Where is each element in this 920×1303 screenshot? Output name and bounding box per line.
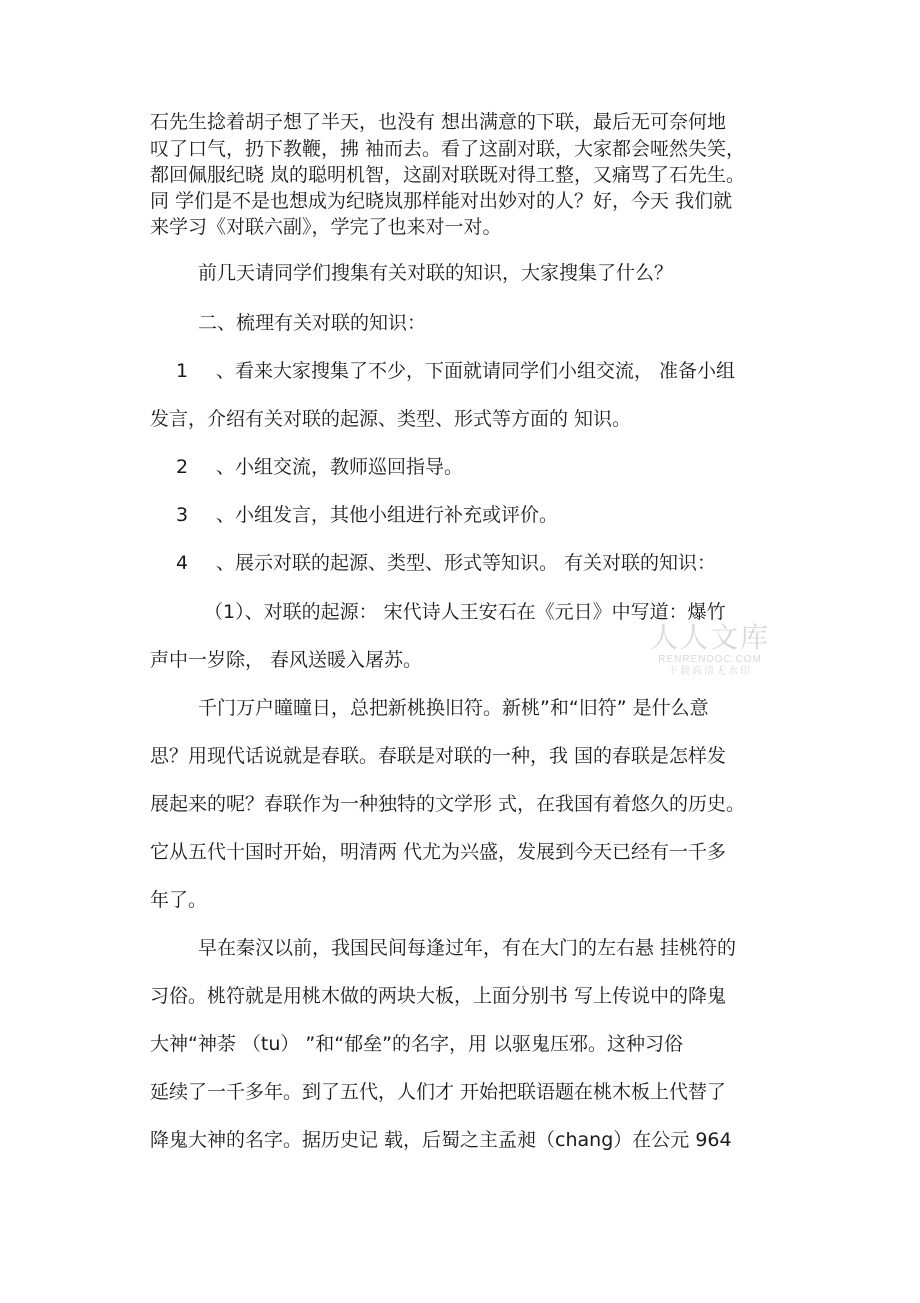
step-1 xyxy=(176,359,816,383)
intro-line-4: 同 学们是不是也想成为纪晓岚那样能对出妙对的人？好，今天 我们就 xyxy=(150,190,733,212)
watermark xyxy=(645,622,775,678)
step-text: 、看来大家搜集了不少，下面就请同学们小组交流， 准备小组 xyxy=(216,360,736,382)
intro-line-2: 叹了口气，扔下教鞭，拂 袖而去。看了这副对联，大家都会哑然失笑， xyxy=(150,138,746,160)
step-2 xyxy=(176,455,816,479)
history-line-2: 习俗。桃符就是用桃木做的两块大板，上面分别书 写上传说中的降鬼 xyxy=(150,985,727,1007)
watermark-logo-text: 人人文库 xyxy=(649,621,770,654)
step-text: 、展示对联的起源、类型、形式等知识。 有关对联的知识： xyxy=(216,552,717,574)
origin-line-1: （1）、对联的起源： 宋代诗人王安石在《元日》中写道：爆竹 xyxy=(204,601,726,623)
question-line: 前几天请同学们搜集有关对联的知识，大家搜集了什么？ xyxy=(198,262,674,284)
step-number: 2 xyxy=(176,456,189,478)
history-line-4: 延续了一千多年。到了五代，人们才 开始把联语题在桃木板上代替了 xyxy=(150,1081,727,1103)
peach-line-4: 它从五代十国时开始，明清两 代尤为兴盛，发展到今天已经有一千多 xyxy=(150,841,727,863)
step-text: 、小组交流，教师巡回指导。 xyxy=(216,456,464,478)
step-3 xyxy=(176,503,816,527)
section-heading: 二、梳理有关对联的知识： xyxy=(198,312,427,334)
intro-line-1: 石先生捻着胡子想了半天，也没有 想出满意的下联，最后无可奈何地 xyxy=(150,111,727,133)
peach-line-3: 展起来的呢？春联作为一种独特的文学形 式，在我国有着悠久的历史。 xyxy=(150,793,746,815)
intro-line-5: 来学习《对联六副》，学完了也来对一对。 xyxy=(150,216,502,238)
step-1-continued: 发言，介绍有关对联的起源、类型、形式等方面的 知识。 xyxy=(150,408,632,430)
peach-line-1: 千门万户曈曈日，总把新桃换旧符。新桃”和“旧符” 是什么意 xyxy=(198,697,709,719)
peach-line-2: 思？用现代话说就是春联。春联是对联的一种，我 国的春联是怎样发 xyxy=(150,745,727,767)
step-4 xyxy=(176,551,816,575)
step-number: 3 xyxy=(176,504,189,526)
history-line-5: 降鬼大神的名字。据历史记 载，后蜀之主孟昶（chang）在公元 964 xyxy=(150,1129,732,1151)
watermark-tagline: 下载高清无水印 xyxy=(668,666,752,677)
watermark-url: RENRENDOC.COM xyxy=(658,654,762,665)
intro-line-3: 都回佩服纪晓 岚的聪明机智，这副对联既对得工整，又痛骂了石先生。 xyxy=(150,164,746,186)
step-number: 4 xyxy=(176,552,189,574)
step-number: 1 xyxy=(176,360,189,382)
peach-line-5: 年了。 xyxy=(150,889,208,911)
origin-line-2: 声中一岁除， 春风送暖入屠苏。 xyxy=(150,649,423,671)
step-text: 、小组发言，其他小组进行补充或评价。 xyxy=(216,504,559,526)
history-line-1: 早在秦汉以前，我国民间每逢过年，有在大门的左右悬 挂桃符的 xyxy=(198,937,737,959)
history-line-3: 大神“神荼 （tu） ”和“郁垒”的名字，用 以驱鬼压邪。这种习俗 xyxy=(150,1033,683,1055)
